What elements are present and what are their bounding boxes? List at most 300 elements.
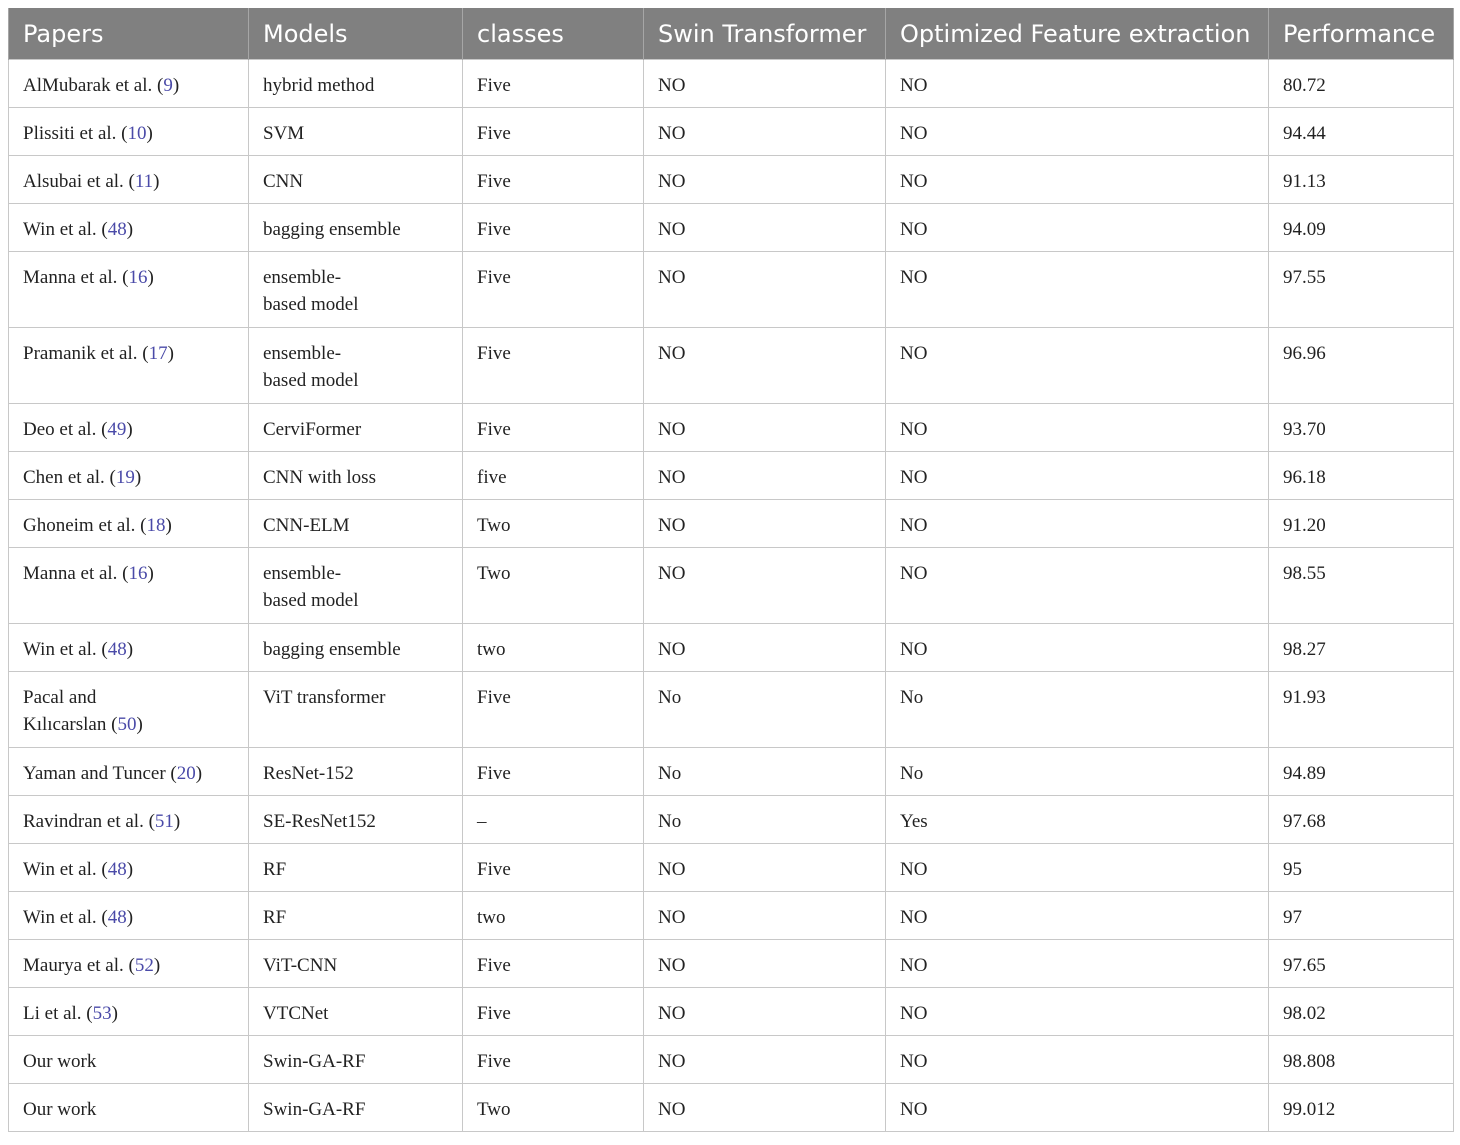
paper-author: Yaman and Tuncer (	[23, 763, 177, 784]
paper-author-line1: Pacal and	[23, 687, 97, 708]
feature-extraction-value: NO	[900, 467, 928, 488]
model-name: Swin-GA-RF	[263, 1099, 366, 1120]
paper-ref-close: )	[153, 955, 161, 976]
performance-value: 96.96	[1283, 343, 1326, 364]
reference-link[interactable]: 16	[128, 267, 148, 288]
model-line1: ensemble-	[263, 343, 342, 364]
model-cell	[249, 796, 463, 844]
classes-value: Five	[477, 123, 511, 144]
swin-value: NO	[658, 907, 686, 928]
swin-cell	[644, 108, 886, 156]
feature-extraction-cell	[886, 844, 1269, 892]
performance-value: 98.55	[1283, 563, 1326, 584]
table-row	[9, 796, 1454, 844]
paper-ref-close: )	[126, 907, 134, 928]
classes-cell	[463, 204, 644, 252]
model-name: VTCNet	[263, 1003, 329, 1024]
paper-ref-close: )	[173, 811, 181, 832]
model-cell	[249, 844, 463, 892]
performance-value: 80.72	[1283, 75, 1326, 96]
classes-value: Five	[477, 219, 511, 240]
swin-value: NO	[658, 955, 686, 976]
classes-value: Five	[477, 1051, 511, 1072]
swin-cell	[644, 328, 886, 404]
classes-value: two	[477, 639, 506, 660]
feature-extraction-value: NO	[900, 267, 928, 288]
feature-extraction-cell	[886, 548, 1269, 624]
paper-cell	[9, 548, 249, 624]
paper-ref-close: )	[111, 1003, 118, 1024]
reference-link[interactable]: 48	[107, 859, 127, 880]
swin-value: NO	[658, 639, 686, 660]
model-line2: based model	[263, 370, 359, 391]
paper-ref-close: )	[134, 467, 142, 488]
model-name: CerviFormer	[263, 419, 362, 440]
table-row	[9, 624, 1454, 672]
paper-cell	[9, 940, 249, 988]
swin-value: No	[658, 687, 682, 708]
paper-cell	[9, 1036, 249, 1084]
model-line2: based model	[263, 294, 359, 315]
feature-extraction-value: No	[900, 763, 924, 784]
paper-ref-close: )	[126, 639, 134, 660]
feature-extraction-value: NO	[900, 123, 928, 144]
model-name: CNN-ELM	[263, 515, 350, 536]
performance-value: 97	[1283, 907, 1302, 928]
swin-value: NO	[658, 859, 686, 880]
classes-value: Five	[477, 171, 511, 192]
classes-value: Two	[477, 515, 511, 536]
feature-extraction-value: No	[900, 687, 924, 708]
feature-extraction-value: NO	[900, 515, 928, 536]
feature-extraction-cell	[886, 60, 1269, 108]
paper-ref-close: )	[126, 219, 134, 240]
model-cell	[249, 452, 463, 500]
model-cell	[249, 404, 463, 452]
classes-cell	[463, 108, 644, 156]
feature-extraction-cell	[886, 1084, 1269, 1132]
classes-cell	[463, 1084, 644, 1132]
model-cell	[249, 1084, 463, 1132]
table-row	[9, 328, 1454, 404]
feature-extraction-value: NO	[900, 955, 928, 976]
feature-extraction-cell	[886, 748, 1269, 796]
swin-cell	[644, 1084, 886, 1132]
feature-extraction-value: NO	[900, 343, 928, 364]
model-cell	[249, 204, 463, 252]
performance-cell	[1269, 624, 1454, 672]
swin-value: NO	[658, 419, 686, 440]
model-cell	[249, 892, 463, 940]
swin-value: NO	[658, 267, 686, 288]
classes-value: Five	[477, 75, 511, 96]
feature-extraction-cell	[886, 624, 1269, 672]
model-cell	[249, 60, 463, 108]
feature-extraction-value: NO	[900, 907, 928, 928]
swin-cell	[644, 204, 886, 252]
reference-link[interactable]: 51	[154, 811, 174, 832]
feature-extraction-cell	[886, 672, 1269, 748]
comparison-table	[8, 8, 1454, 1132]
reference-link[interactable]: 53	[92, 1003, 112, 1024]
performance-value: 97.68	[1283, 811, 1326, 832]
model-line1: ensemble-	[263, 267, 342, 288]
model-name: hybrid method	[263, 75, 375, 96]
model-name: bagging ensemble	[263, 219, 401, 240]
performance-value: 98.808	[1283, 1051, 1336, 1072]
paper-cell	[9, 60, 249, 108]
reference-link[interactable]: 48	[107, 219, 127, 240]
classes-cell	[463, 844, 644, 892]
paper-author: Win et al. (	[23, 859, 108, 880]
feature-extraction-value: NO	[900, 75, 928, 96]
performance-value: 91.93	[1283, 687, 1326, 708]
performance-value: 93.70	[1283, 419, 1326, 440]
paper-author: Maurya et al. (	[23, 955, 135, 976]
paper-cell	[9, 988, 249, 1036]
feature-extraction-cell	[886, 500, 1269, 548]
performance-cell	[1269, 500, 1454, 548]
swin-cell	[644, 624, 886, 672]
performance-value: 95	[1283, 859, 1302, 880]
paper-author: Deo et al. (	[23, 419, 108, 440]
performance-value: 94.09	[1283, 219, 1326, 240]
performance-cell	[1269, 452, 1454, 500]
performance-value: 96.18	[1283, 467, 1326, 488]
paper-author: Ravindran et al. (	[23, 811, 155, 832]
classes-value: –	[477, 811, 487, 832]
swin-value: NO	[658, 1003, 686, 1024]
performance-cell	[1269, 328, 1454, 404]
performance-value: 98.27	[1283, 639, 1326, 660]
paper-ref-close: )	[167, 343, 174, 364]
swin-cell	[644, 796, 886, 844]
classes-cell	[463, 500, 644, 548]
table-row	[9, 156, 1454, 204]
performance-value: 98.02	[1283, 1003, 1326, 1024]
swin-value: NO	[658, 515, 686, 536]
feature-extraction-cell	[886, 252, 1269, 328]
header-optimized-feature-extraction: Optimized Feature extraction	[886, 8, 1269, 60]
feature-extraction-cell	[886, 452, 1269, 500]
feature-extraction-value: NO	[900, 563, 928, 584]
model-name: SE-ResNet152	[263, 811, 376, 832]
classes-value: Five	[477, 419, 511, 440]
header-swin-transformer: Swin Transformer	[644, 8, 886, 60]
feature-extraction-cell	[886, 156, 1269, 204]
reference-link[interactable]: 20	[176, 763, 196, 784]
paper-author: Ghoneim et al. (	[23, 515, 147, 536]
reference-link[interactable]: 48	[107, 907, 127, 928]
table-body	[9, 60, 1454, 1132]
paper-author: Manna et al. (	[23, 267, 129, 288]
performance-cell	[1269, 796, 1454, 844]
table-row	[9, 60, 1454, 108]
classes-cell	[463, 452, 644, 500]
model-name: CNN with loss	[263, 467, 376, 488]
performance-cell	[1269, 108, 1454, 156]
performance-cell	[1269, 748, 1454, 796]
model-line2: based model	[263, 590, 359, 611]
model-cell	[249, 108, 463, 156]
classes-value: Five	[477, 955, 511, 976]
swin-cell	[644, 452, 886, 500]
feature-extraction-cell	[886, 892, 1269, 940]
performance-value: 97.65	[1283, 955, 1326, 976]
reference-link[interactable]: 17	[148, 343, 168, 364]
model-cell	[249, 624, 463, 672]
reference-link[interactable]: 52	[134, 955, 154, 976]
paper-ref-close: )	[153, 171, 160, 192]
paper-author: Pramanik et al. (	[23, 343, 149, 364]
paper-ref-close: )	[195, 763, 203, 784]
swin-value: NO	[658, 467, 686, 488]
paper-ref-close: )	[147, 563, 154, 584]
feature-extraction-value: NO	[900, 171, 928, 192]
performance-cell	[1269, 1084, 1454, 1132]
classes-cell	[463, 252, 644, 328]
swin-cell	[644, 156, 886, 204]
feature-extraction-value: NO	[900, 859, 928, 880]
reference-link[interactable]: 48	[107, 639, 127, 660]
swin-value: NO	[658, 343, 686, 364]
table-row	[9, 252, 1454, 328]
swin-cell	[644, 748, 886, 796]
model-name: Swin-GA-RF	[263, 1051, 366, 1072]
swin-value: NO	[658, 563, 686, 584]
paper-cell	[9, 844, 249, 892]
performance-value: 91.20	[1283, 515, 1326, 536]
swin-cell	[644, 672, 886, 748]
performance-cell	[1269, 844, 1454, 892]
table-row	[9, 940, 1454, 988]
classes-value: Five	[477, 267, 511, 288]
model-name: ResNet-152	[263, 763, 354, 784]
table-row	[9, 988, 1454, 1036]
swin-value: NO	[658, 123, 686, 144]
model-name: RF	[263, 907, 287, 928]
feature-extraction-value: NO	[900, 219, 928, 240]
paper-ref-close: )	[172, 75, 180, 96]
paper-author: Chen et al. (	[23, 467, 116, 488]
model-name: SVM	[263, 123, 305, 144]
performance-cell	[1269, 1036, 1454, 1084]
paper-author-line2: Kılıcarslan (	[23, 714, 118, 735]
paper-cell	[9, 404, 249, 452]
paper-ref-close: )	[126, 859, 134, 880]
performance-value: 94.44	[1283, 123, 1326, 144]
model-cell	[249, 940, 463, 988]
swin-cell	[644, 252, 886, 328]
performance-cell	[1269, 548, 1454, 624]
swin-cell	[644, 1036, 886, 1084]
table-row	[9, 748, 1454, 796]
classes-cell	[463, 672, 644, 748]
paper-author: Win et al. (	[23, 907, 108, 928]
classes-value: Five	[477, 859, 511, 880]
classes-cell	[463, 988, 644, 1036]
classes-value: Five	[477, 343, 511, 364]
paper-author: Our work	[23, 1099, 97, 1120]
swin-cell	[644, 404, 886, 452]
header-row	[9, 8, 1454, 60]
feature-extraction-value: NO	[900, 1051, 928, 1072]
model-name: CNN	[263, 171, 304, 192]
classes-cell	[463, 796, 644, 844]
paper-cell	[9, 156, 249, 204]
table-row	[9, 204, 1454, 252]
swin-value: NO	[658, 219, 686, 240]
paper-author: Plissiti et al. (	[23, 123, 128, 144]
model-cell	[249, 328, 463, 404]
table-row	[9, 548, 1454, 624]
paper-ref-close: )	[146, 123, 153, 144]
feature-extraction-value: Yes	[900, 811, 928, 832]
classes-value: Five	[477, 687, 511, 708]
performance-value: 97.55	[1283, 267, 1326, 288]
reference-link[interactable]: 11	[134, 171, 154, 192]
performance-cell	[1269, 156, 1454, 204]
classes-value: Two	[477, 1099, 511, 1120]
header-models: Models	[249, 8, 463, 60]
classes-cell	[463, 892, 644, 940]
feature-extraction-cell	[886, 1036, 1269, 1084]
model-name: ViT-CNN	[263, 955, 338, 976]
reference-link[interactable]: 19	[115, 467, 135, 488]
model-name: bagging ensemble	[263, 639, 401, 660]
header-papers: Papers	[9, 8, 249, 60]
classes-cell	[463, 156, 644, 204]
paper-author: Alsubai et al. (	[23, 171, 135, 192]
paper-cell	[9, 252, 249, 328]
performance-cell	[1269, 672, 1454, 748]
reference-link[interactable]: 10	[127, 123, 147, 144]
reference-link[interactable]: 16	[128, 563, 148, 584]
paper-author: Li et al. (	[23, 1003, 93, 1024]
paper-cell	[9, 892, 249, 940]
feature-extraction-value: NO	[900, 1099, 928, 1120]
feature-extraction-cell	[886, 796, 1269, 844]
swin-value: NO	[658, 75, 686, 96]
reference-link[interactable]: 50	[117, 714, 137, 735]
header-performance: Performance	[1269, 8, 1454, 60]
reference-link[interactable]: 9	[163, 75, 173, 96]
classes-cell	[463, 940, 644, 988]
classes-value: five	[477, 467, 507, 488]
table-row	[9, 892, 1454, 940]
paper-cell	[9, 204, 249, 252]
swin-cell	[644, 548, 886, 624]
feature-extraction-value: NO	[900, 1003, 928, 1024]
classes-cell	[463, 404, 644, 452]
classes-cell	[463, 548, 644, 624]
classes-cell	[463, 624, 644, 672]
classes-cell	[463, 1036, 644, 1084]
table-row	[9, 404, 1454, 452]
table-row	[9, 452, 1454, 500]
model-cell	[249, 500, 463, 548]
classes-cell	[463, 60, 644, 108]
swin-value: No	[658, 763, 682, 784]
swin-cell	[644, 988, 886, 1036]
model-cell	[249, 672, 463, 748]
model-cell	[249, 988, 463, 1036]
swin-value: NO	[658, 1051, 686, 1072]
performance-cell	[1269, 252, 1454, 328]
swin-cell	[644, 60, 886, 108]
performance-cell	[1269, 940, 1454, 988]
table-header	[9, 8, 1454, 60]
performance-cell	[1269, 988, 1454, 1036]
paper-cell	[9, 500, 249, 548]
model-cell	[249, 156, 463, 204]
model-cell	[249, 748, 463, 796]
paper-author: Win et al. (	[23, 639, 108, 660]
paper-author: Our work	[23, 1051, 97, 1072]
paper-ref-close: )	[126, 419, 133, 440]
model-name: RF	[263, 859, 287, 880]
paper-cell	[9, 748, 249, 796]
table-row	[9, 672, 1454, 748]
swin-value: NO	[658, 1099, 686, 1120]
table-row	[9, 1084, 1454, 1132]
swin-value: NO	[658, 171, 686, 192]
paper-ref-close: )	[147, 267, 154, 288]
swin-cell	[644, 500, 886, 548]
classes-value: Two	[477, 563, 511, 584]
header-classes: classes	[463, 8, 644, 60]
reference-link[interactable]: 49	[107, 419, 127, 440]
feature-extraction-cell	[886, 328, 1269, 404]
paper-cell	[9, 328, 249, 404]
model-cell	[249, 1036, 463, 1084]
paper-author: AlMubarak et al. (	[23, 75, 164, 96]
swin-cell	[644, 844, 886, 892]
paper-cell	[9, 624, 249, 672]
paper-ref-close: )	[136, 714, 143, 735]
classes-value: Five	[477, 763, 511, 784]
classes-value: Five	[477, 1003, 511, 1024]
model-line1: ensemble-	[263, 563, 342, 584]
performance-cell	[1269, 892, 1454, 940]
performance-value: 91.13	[1283, 171, 1326, 192]
performance-cell	[1269, 404, 1454, 452]
performance-cell	[1269, 204, 1454, 252]
paper-cell	[9, 452, 249, 500]
paper-cell	[9, 1084, 249, 1132]
table-row	[9, 108, 1454, 156]
table-row	[9, 1036, 1454, 1084]
feature-extraction-value: NO	[900, 639, 928, 660]
paper-cell	[9, 672, 249, 748]
table-row	[9, 500, 1454, 548]
performance-value: 99.012	[1283, 1099, 1336, 1120]
table-row	[9, 844, 1454, 892]
reference-link[interactable]: 18	[146, 515, 166, 536]
swin-cell	[644, 940, 886, 988]
swin-value: No	[658, 811, 682, 832]
feature-extraction-cell	[886, 204, 1269, 252]
model-cell	[249, 252, 463, 328]
swin-cell	[644, 892, 886, 940]
performance-cell	[1269, 60, 1454, 108]
model-name: ViT transformer	[263, 687, 386, 708]
model-cell	[249, 548, 463, 624]
paper-ref-close: )	[165, 515, 172, 536]
paper-author: Win et al. (	[23, 219, 108, 240]
paper-author: Manna et al. (	[23, 563, 129, 584]
feature-extraction-cell	[886, 404, 1269, 452]
